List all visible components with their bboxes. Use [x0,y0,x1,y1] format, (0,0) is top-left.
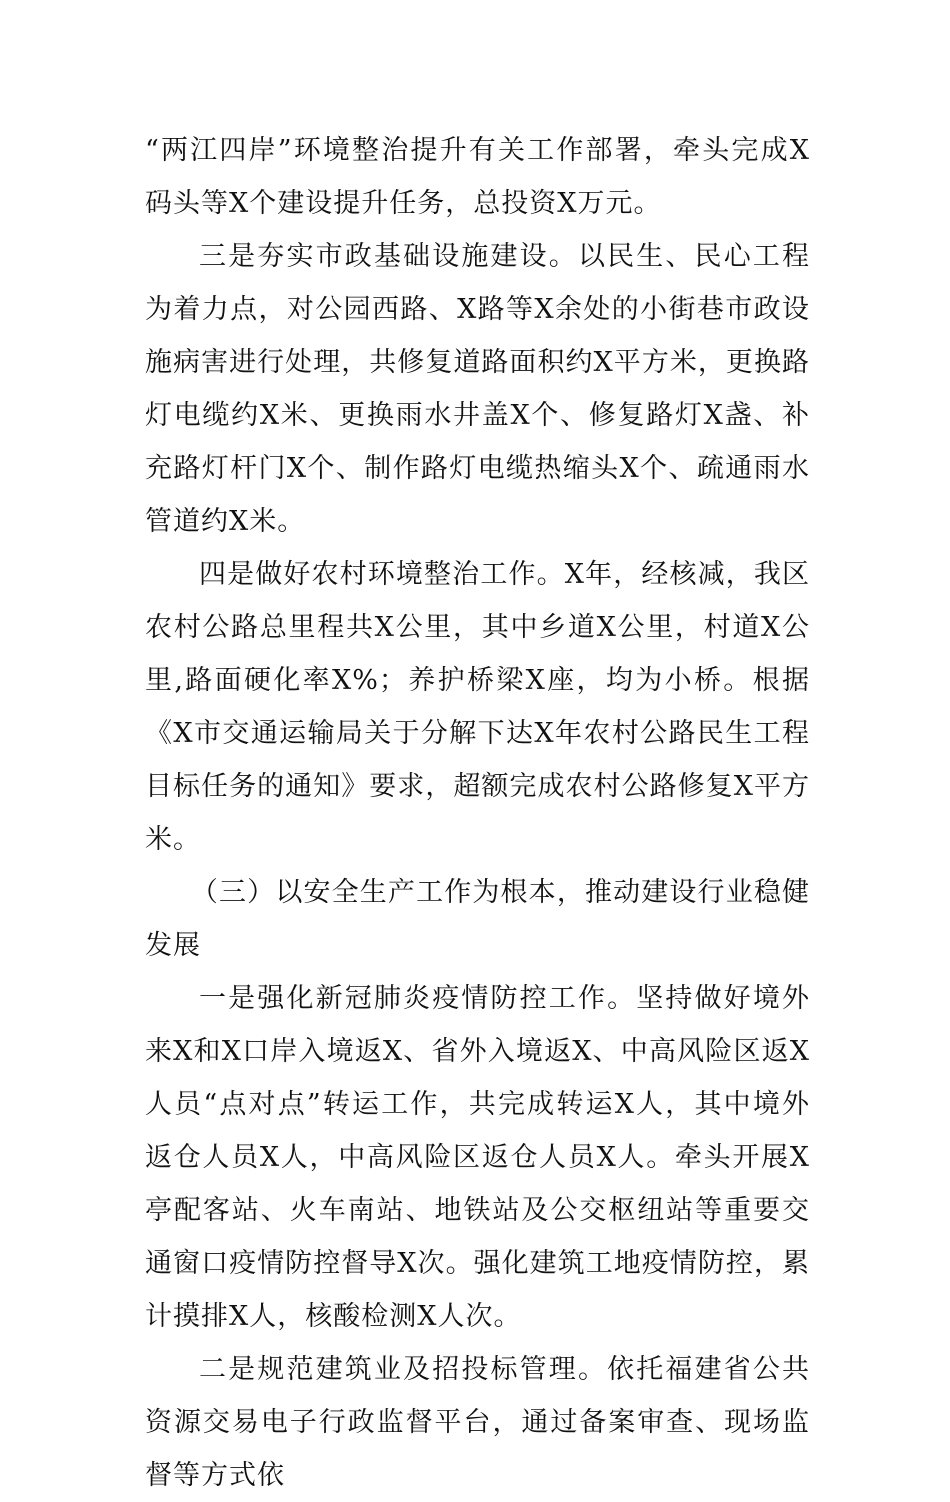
paragraph-continuation: “两江四岸”环境整治提升有关工作部署，牵头完成X码头等X个建设提升任务，总投资X万元。 [145,135,810,219]
paragraph-rural-environment: 四是做好农村环境整治工作。X年，经核减，我区农村公路总里程共X公里，其中乡道X公里，村道X公里,路面硬化率X%；养护桥梁X座，均为小桥。根据《X市交通运输局关于分解下达X年农村公路民生工程目标任务的通知》要求，超额完成农村公路修复X平方米。 [145,559,810,855]
paragraph-construction-bidding: 二是规范建筑业及招投标管理。依托福建省公共资源交易电子行政监督平台，通过备案审查、现场监督等方式依 [145,1354,810,1491]
section-heading-safety: （三）以安全生产工作为根本，推动建设行业稳健发展 [145,877,810,961]
document-body [145,124,810,1502]
paragraph-municipal-infrastructure: 三是夯实市政基础设施建设。以民生、民心工程为着力点，对公园西路、X路等X余处的小街巷市政设施病害进行处理，共修复道路面积约X平方米，更换路灯电缆约X米、更换雨水井盖X个、修复路灯X盏、补充路灯杆门X个、制作路灯电缆热缩头X个、疏通雨水管道约X米。 [145,241,810,537]
paragraph-epidemic-control: 一是强化新冠肺炎疫情防控工作。坚持做好境外来X和X口岸入境返X、省外入境返X、中高风险区返X人员“点对点”转运工作，共完成转运X人，其中境外返仓人员X人，中高风险区返仓人员X人。牵头开展X亭配客站、火车南站、地铁站及公交枢纽站等重要交通窗口疫情防控督导X次。强化建筑工地疫情防控，累计摸排X人，核酸检测X人次。 [145,983,810,1332]
